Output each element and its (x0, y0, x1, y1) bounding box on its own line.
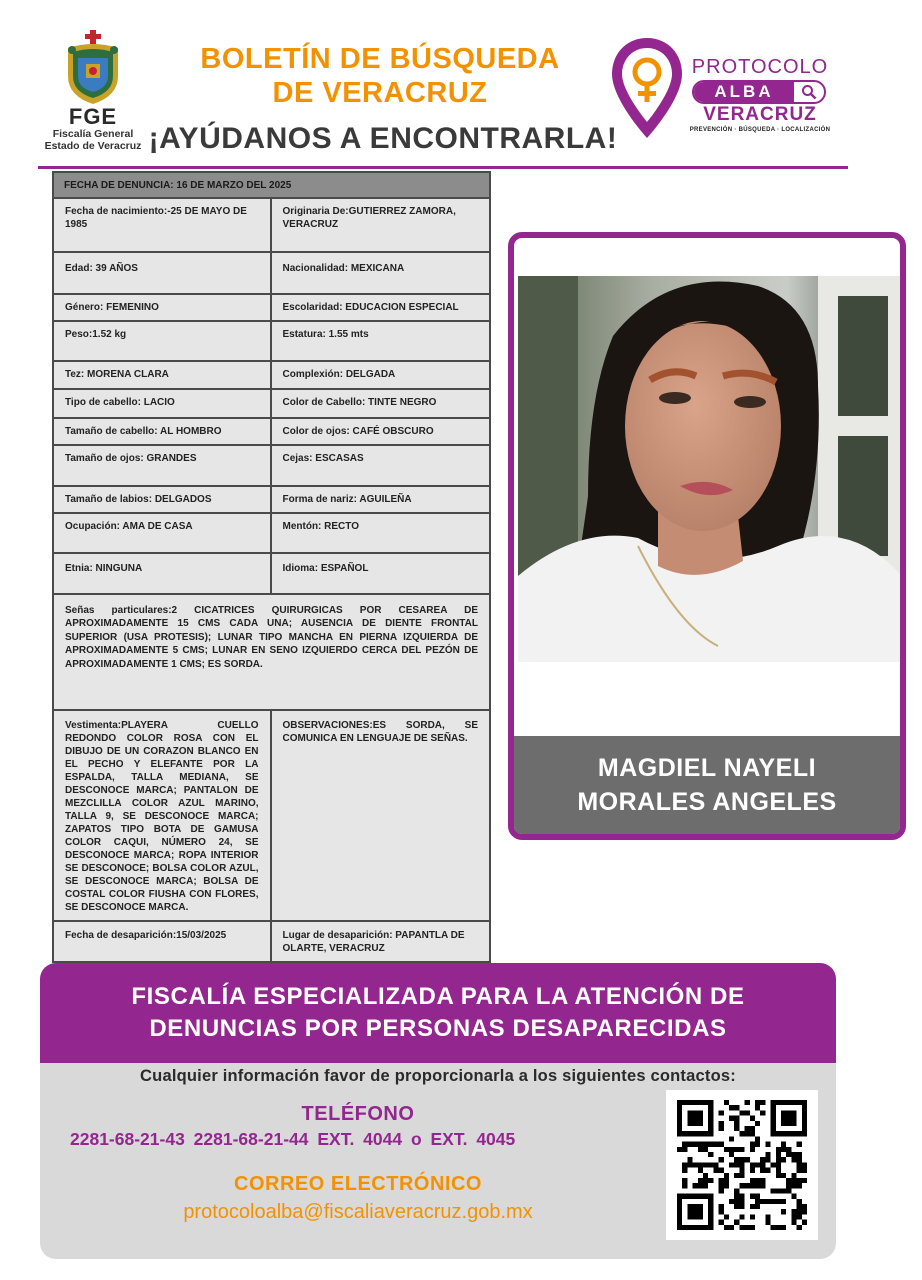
weight: Peso:1.52 kg (54, 322, 272, 360)
table-row (54, 390, 489, 419)
language: Idioma: ESPAÑOL (282, 563, 369, 575)
fge-logo-text: FGE (68, 104, 118, 129)
table-row (54, 595, 489, 711)
email-address: protocoloalba@fiscaliaveracruz.gob.mx (183, 1201, 533, 1223)
hair-color: Color de Cabello: TINTE NEGRO (282, 396, 437, 408)
hair-length: Tamaño de cabello: AL HOMBRO (54, 419, 272, 445)
table-row (54, 446, 489, 486)
origin: Originaria De:GUTIERREZ ZAMORA, VERACRUZ (282, 206, 456, 230)
hair-type: Tipo de cabello: LACIO (54, 390, 272, 417)
email-label: CORREO ELECTRÓNICO (234, 1173, 482, 1195)
occupation: Ocupación: AMA DE CASA (54, 514, 272, 552)
qr-code-icon (666, 1090, 818, 1240)
alba-word: ALBA (694, 82, 794, 102)
person-data-table (52, 171, 491, 963)
alba-pill (692, 80, 826, 104)
table-row (54, 322, 489, 362)
eyebrows: Cejas: ESCASAS (282, 453, 364, 465)
photo-card (508, 232, 906, 840)
veracruz-word: VERACRUZ (703, 104, 817, 125)
header-divider (38, 166, 848, 169)
bulletin-title-line2: DE VERACRUZ (272, 77, 488, 109)
fge-name-line1: Fiscalía General (52, 128, 134, 140)
alba-tagline: PREVENCIÓN · BÚSQUEDA · LOCALIZACIÓN (689, 127, 831, 133)
disappearance-date: Fecha de desaparición:15/03/2025 (54, 922, 272, 961)
phone-numbers: 2281-68-21-43 2281-68-21-44 EXT. 4044 o EXT. 4045 (70, 1129, 516, 1149)
report-date: FECHA DE DENUNCIA: 16 DE MARZO DEL 2025 (54, 173, 489, 199)
nationality: Nacionalidad: MEXICANA (282, 263, 405, 275)
birth-date: Fecha de nacimiento:-25 DE MAYO DE 1985 (54, 199, 272, 251)
location-pin-female-icon (608, 34, 686, 144)
contact-panel (40, 1063, 836, 1259)
clothing: Vestimenta:PLAYERA CUELLO REDONDO COLOR ROSA CON EL DIBUJO DE UN CORAZON BLANCO EN EL PECHO Y ELEFANTE POR LA ESPALDA, TALLA MEDIANA, SE DESCONOCE MARCA; PANTALON DE MEZCLILLA COLOR AZUL MARINO, TALLA 9, SE DESCONOCE MARCA; ZAPATOS TIPO BOTA DE GAMUSA COLOR CAQUI, NÚMERO 24, SE DESCONOCE MARCA; ROPA INTERIOR SE DESCONOCE; BOLSA COLOR AZUL, SE DESCONOCE MARCA; BOLSA DE COSTAL COLOR FIUSHA CON FLORES, SE DESCONOCE MARCA. (54, 711, 272, 920)
person-photo (518, 276, 902, 662)
eye-size: Tamaño de ojos: GRANDES (54, 446, 272, 484)
table-row (54, 711, 489, 922)
name-band (514, 736, 900, 834)
contact-intro: Cualquier información favor de proporcionarla a los siguientes contactos: (140, 1067, 736, 1085)
bulletin-title (180, 42, 580, 110)
observations: OBSERVACIONES:ES SORDA, SE COMUNICA EN LENGUAJE DE SEÑAS. (282, 720, 478, 744)
height: Estatura: 1.55 mts (282, 328, 369, 340)
age: Edad: 39 AÑOS (54, 253, 272, 292)
magnifier-icon (794, 82, 824, 102)
table-row (54, 295, 489, 322)
disappearance-place: Lugar de desaparición: PAPANTLA DE OLARTE, VERACRUZ (282, 930, 465, 954)
table-row (54, 922, 489, 961)
lip-size: Tamaño de labios: DELGADOS (54, 487, 272, 512)
fge-name-line2: Estado de Veracruz (44, 140, 142, 152)
gender: Género: FEMENINO (54, 295, 272, 320)
table-row (54, 487, 489, 514)
coat-of-arms-icon (60, 30, 126, 106)
fge-name (40, 128, 146, 152)
fiscalia-banner (40, 963, 836, 1063)
table-row (54, 362, 489, 390)
protocolo-word: PROTOCOLO (691, 56, 829, 78)
chin: Mentón: RECTO (282, 520, 359, 532)
distinguishing-marks: Señas particulares:2 CICATRICES QUIRURGICAS POR CESAREA DE APROXIMADAMENTE 15 CMS CADA UNA; AUSENCIA DE DIENTE FRONTAL SUPERIOR (USA PROTESIS); LUNAR TIPO MANCHA EN PIERNA IZQUIERDA DE APROXIMADAMENTE 5 CMS; LUNAR EN SENO IZQUIERDO CERCA DEL PEZÓN DE APROXIMADAMENTE 1 CMS; ES SORDA. (65, 604, 478, 670)
table-row (54, 199, 489, 253)
nose-shape: Forma de nariz: AGUILEÑA (282, 493, 412, 505)
skin-tone: Tez: MORENA CLARA (54, 362, 272, 388)
build: Complexión: DELGADA (282, 369, 396, 381)
table-row (54, 253, 489, 294)
schooling: Escolaridad: EDUCACION ESPECIAL (282, 301, 459, 313)
table-row (54, 554, 489, 594)
eye-color: Color de ojos: CAFÉ OBSCURO (282, 425, 434, 437)
table-row (54, 419, 489, 447)
help-title: ¡AYÚDANOS A ENCONTRARLA! (148, 122, 618, 155)
ethnicity: Etnia: NINGUNA (54, 554, 272, 592)
bulletin-title-line1: BOLETÍN DE BÚSQUEDA (200, 43, 560, 75)
fiscalia-banner-text: FISCALÍA ESPECIALIZADA PARA LA ATENCIÓN DE DENUNCIAS POR PERSONAS DESAPARECIDAS (131, 983, 745, 1042)
phone-label: TELÉFONO (301, 1103, 415, 1125)
table-row (54, 514, 489, 554)
person-name: MAGDIEL NAYELI MORALES ANGELES (577, 754, 837, 816)
